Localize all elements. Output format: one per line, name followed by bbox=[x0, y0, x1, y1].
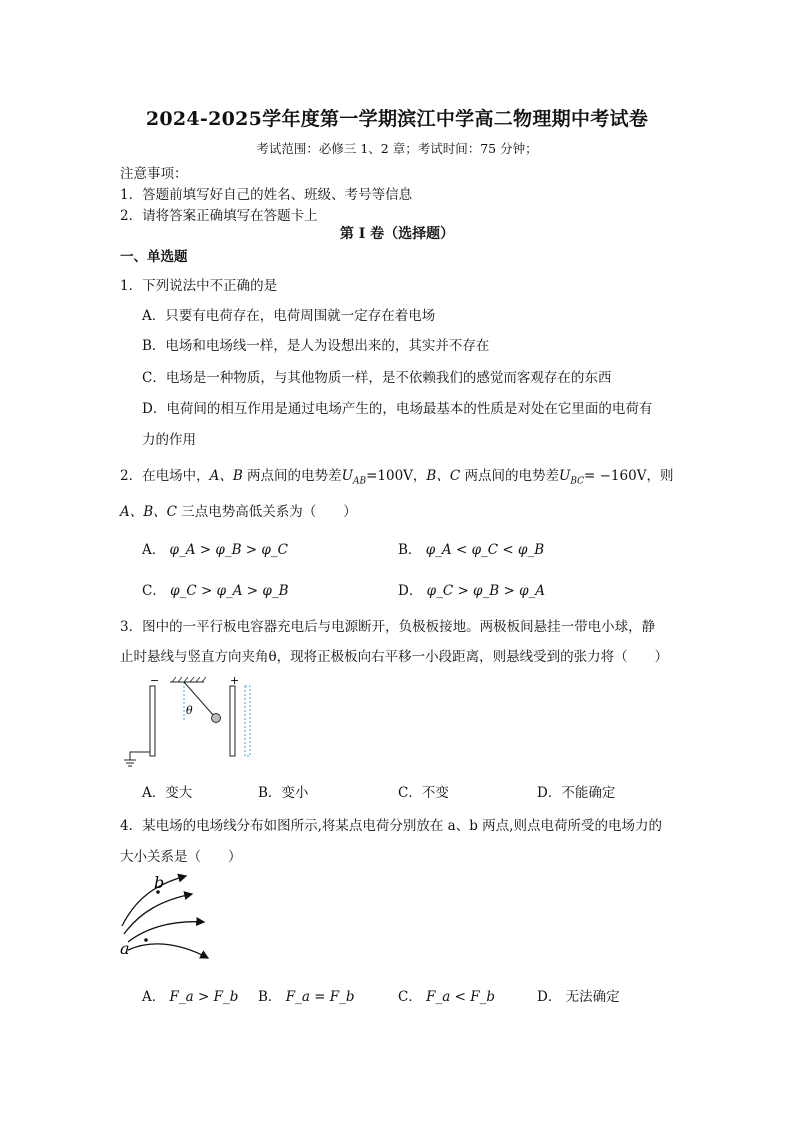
q2-ubc-val: = −160V，则 bbox=[584, 468, 674, 484]
q2-option-b-label: B． bbox=[398, 542, 422, 558]
exam-subtitle: 考试范围：必修三 1、2 章；考试时间：75 分钟； bbox=[256, 141, 538, 156]
q1-option-d: D．电荷间的相互作用是通过电场产生的，电场最基本的性质是对处在它里面的电荷有 bbox=[142, 401, 653, 417]
q1-option-b: B．电场和电场线一样，是人为设想出来的，其实并不存在 bbox=[142, 338, 490, 354]
q2-uab-val: =100V， bbox=[366, 468, 427, 484]
field-line-2 bbox=[124, 894, 192, 934]
q4-option-a-expr: F_a > F_b bbox=[169, 989, 239, 1005]
q2-option-c-expr: φ_C > φ_A > φ_B bbox=[170, 583, 289, 599]
label-b: b bbox=[154, 873, 165, 892]
q2-option-d bbox=[398, 579, 545, 599]
q2-uab-sub: AB bbox=[352, 476, 367, 487]
q2-ubc: U bbox=[558, 468, 571, 484]
positive-plate bbox=[230, 686, 235, 756]
ground-wire bbox=[130, 752, 150, 760]
q4-option-b-label: B． bbox=[258, 989, 282, 1005]
q4-option-c-expr: F_a < F_b bbox=[426, 989, 495, 1005]
q1-option-c: C．电场是一种物质，与其他物质一样，是不依赖我们的感觉而客观存在的东西 bbox=[142, 370, 612, 386]
q2-stem-line1 bbox=[120, 464, 673, 487]
note-item-2: 2．请将答案正确填写在答题卡上 bbox=[120, 208, 318, 224]
q2-option-d-label: D． bbox=[398, 583, 423, 599]
q4-stem-line2: 大小关系是（ ） bbox=[120, 849, 242, 865]
q2-bc: B、C bbox=[426, 468, 461, 484]
q1-option-d-cont: 力的作用 bbox=[142, 432, 196, 448]
q3-option-c: C．不变 bbox=[398, 785, 449, 801]
minus-sign: − bbox=[150, 674, 160, 687]
q2-stem-b: 两点间的电势差 bbox=[242, 468, 342, 484]
q2-stem-a: 2．在电场中， bbox=[120, 468, 210, 484]
q2-option-d-expr: φ_C > φ_B > φ_A bbox=[426, 583, 546, 599]
q2-abc: A、B、C bbox=[120, 504, 177, 520]
q3-stem-line1: 3．图中的一平行板电容器充电后与电源断开，负极板接地。两极板间悬挂一带电小球，静 bbox=[120, 619, 656, 635]
label-a: a bbox=[120, 939, 130, 958]
section-title: 一、单选题 bbox=[120, 249, 188, 265]
notes-heading: 注意事项： bbox=[120, 166, 188, 182]
q4-option-a-label: A． bbox=[142, 989, 166, 1005]
q2-option-b bbox=[398, 538, 544, 558]
field-lines-figure bbox=[116, 868, 226, 968]
part-title: 第 I 卷（选择题） bbox=[339, 226, 455, 242]
q4-option-b bbox=[258, 985, 355, 1005]
q2-option-a-expr: φ_A > φ_B > φ_C bbox=[169, 542, 288, 558]
q2-option-a-label: A． bbox=[142, 542, 166, 558]
q3-option-a: A．变大 bbox=[142, 785, 193, 801]
capacitor-figure bbox=[118, 672, 268, 772]
point-a bbox=[144, 938, 148, 942]
q1-stem: 1．下列说法中不正确的是 bbox=[120, 278, 278, 294]
q1-option-a: A．只要有电荷存在，电荷周围就一定存在着电场 bbox=[142, 308, 436, 324]
q3-stem-line2: 止时悬线与竖直方向夹角θ，现将正极板向右平移一小段距离，则悬线受到的张力将（ ） bbox=[120, 649, 669, 665]
q4-option-b-expr: F_a = F_b bbox=[285, 989, 355, 1005]
theta-label: θ bbox=[186, 704, 193, 717]
plus-sign: + bbox=[230, 674, 240, 687]
q2-option-b-expr: φ_A < φ_C < φ_B bbox=[425, 542, 545, 558]
q4-option-d-label: D． bbox=[537, 989, 562, 1005]
q2-ab: A、B bbox=[209, 468, 243, 484]
q4-stem-line1: 4．某电场的电场线分布如图所示,将某点电荷分别放在 a、b 两点,则点电荷所受的电场力的 bbox=[120, 818, 662, 834]
q2-stem-line2 bbox=[120, 500, 357, 520]
q4-option-c-label: C． bbox=[398, 989, 422, 1005]
q2-option-a bbox=[142, 538, 288, 558]
negative-plate bbox=[150, 686, 155, 756]
field-line-3 bbox=[128, 922, 204, 942]
q4-option-d-expr: 无法确定 bbox=[565, 989, 620, 1005]
q4-option-d bbox=[537, 985, 620, 1005]
q2-stem-c: 两点间的电势差 bbox=[460, 468, 559, 484]
exam-title: 2024-2025学年度第一学期滨江中学高二物理期中考试卷 bbox=[145, 108, 649, 130]
ground-symbol bbox=[124, 760, 136, 766]
q4-option-a bbox=[142, 985, 238, 1005]
shifted-plate bbox=[245, 686, 250, 756]
ceiling-support bbox=[170, 677, 206, 682]
q2-uab: U bbox=[341, 468, 353, 484]
note-item-1: 1．答题前填写好自己的姓名、班级、考号等信息 bbox=[120, 187, 413, 203]
charged-ball bbox=[212, 714, 221, 723]
q2-ubc-sub: BC bbox=[570, 476, 585, 487]
q2-option-c bbox=[142, 579, 289, 599]
q2-stem-rest: 三点电势高低关系为（ ） bbox=[177, 504, 357, 520]
field-line-4 bbox=[128, 944, 208, 958]
q2-option-c-label: C． bbox=[142, 583, 166, 599]
q3-option-d: D．不能确定 bbox=[537, 785, 616, 801]
q4-option-c bbox=[398, 985, 495, 1005]
q3-option-b: B．变小 bbox=[258, 785, 309, 801]
